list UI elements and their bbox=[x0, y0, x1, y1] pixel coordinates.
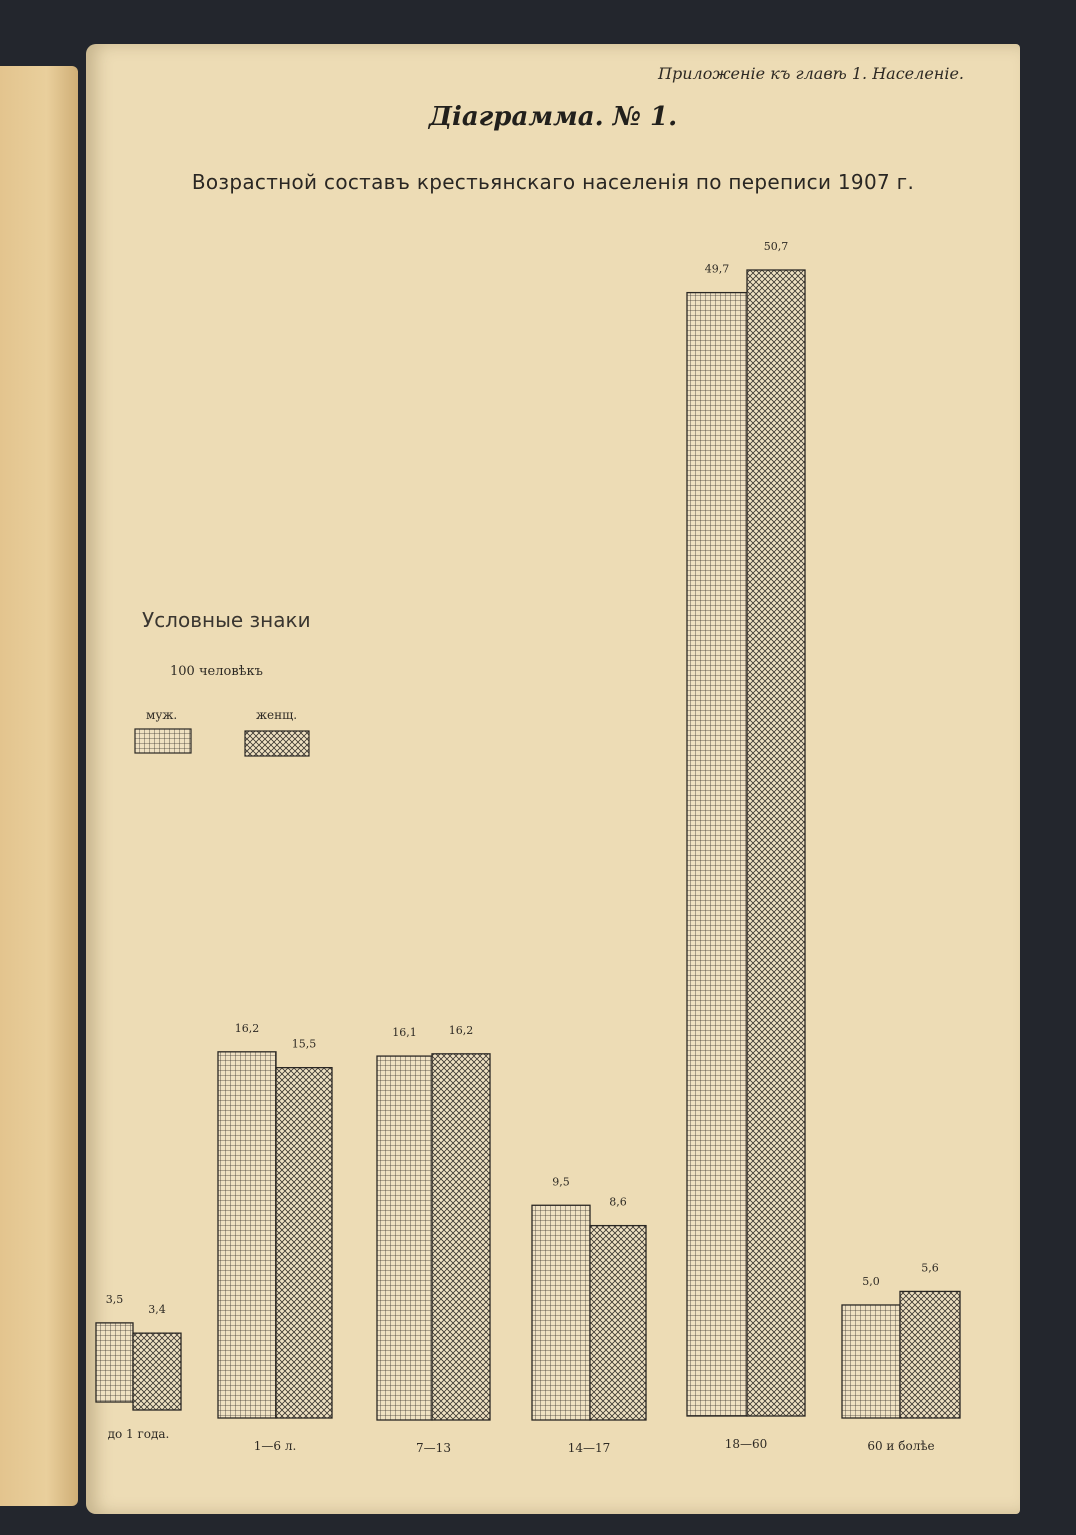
legend-title: Условные знаки bbox=[142, 608, 311, 632]
value-label-female-5: 5,6 bbox=[921, 1261, 939, 1275]
category-label-5: 60 и болѣе bbox=[867, 1439, 935, 1453]
value-label-male-3: 9,5 bbox=[552, 1175, 570, 1189]
legend-female-label: женщ. bbox=[256, 708, 298, 722]
legend-male-label: муж. bbox=[146, 708, 178, 722]
value-label-male-4: 49,7 bbox=[704, 262, 730, 276]
category-label-1: 1—6 л. bbox=[253, 1439, 297, 1453]
bar-male-0 bbox=[96, 1323, 133, 1402]
bar-female-4 bbox=[747, 270, 805, 1416]
bar-female-3 bbox=[590, 1226, 646, 1420]
bar-female-1 bbox=[276, 1068, 332, 1418]
value-label-female-3: 8,6 bbox=[609, 1195, 627, 1209]
bar-male-4 bbox=[687, 293, 747, 1416]
value-label-male-1: 16,2 bbox=[234, 1021, 260, 1035]
category-label-4: 18—60 bbox=[724, 1437, 768, 1451]
header-note: Приложенiе къ главѣ 1. Населенiе. bbox=[658, 64, 964, 83]
value-label-female-1: 15,5 bbox=[291, 1037, 317, 1051]
chart-subtitle: Возрастной составъ крестьянскаго населенiя по переписи 1907 г. bbox=[191, 170, 915, 194]
bar-female-2 bbox=[432, 1054, 490, 1420]
bars-group bbox=[96, 270, 960, 1420]
legend-unit: 100 человѣкъ bbox=[170, 664, 263, 679]
bar-female-5 bbox=[900, 1291, 960, 1418]
bar-male-2 bbox=[377, 1056, 432, 1420]
diagram-title: Дiаграмма. № 1. bbox=[428, 102, 678, 132]
category-label-2: 7—13 bbox=[416, 1441, 451, 1455]
category-label-0: до 1 года. bbox=[107, 1427, 170, 1441]
bar-male-3 bbox=[532, 1205, 590, 1420]
value-label-male-2: 16,1 bbox=[392, 1026, 417, 1040]
bar-male-1 bbox=[218, 1052, 276, 1418]
value-label-male-5: 5,0 bbox=[862, 1274, 880, 1288]
category-label-3: 14—17 bbox=[567, 1441, 611, 1455]
value-label-male-0: 3,5 bbox=[105, 1292, 124, 1306]
value-label-female-2: 16,2 bbox=[448, 1023, 474, 1037]
bar-male-5 bbox=[842, 1305, 900, 1418]
value-label-female-0: 3,4 bbox=[148, 1303, 166, 1317]
bar-female-0 bbox=[133, 1333, 181, 1410]
value-label-female-4: 50,7 bbox=[763, 240, 789, 253]
